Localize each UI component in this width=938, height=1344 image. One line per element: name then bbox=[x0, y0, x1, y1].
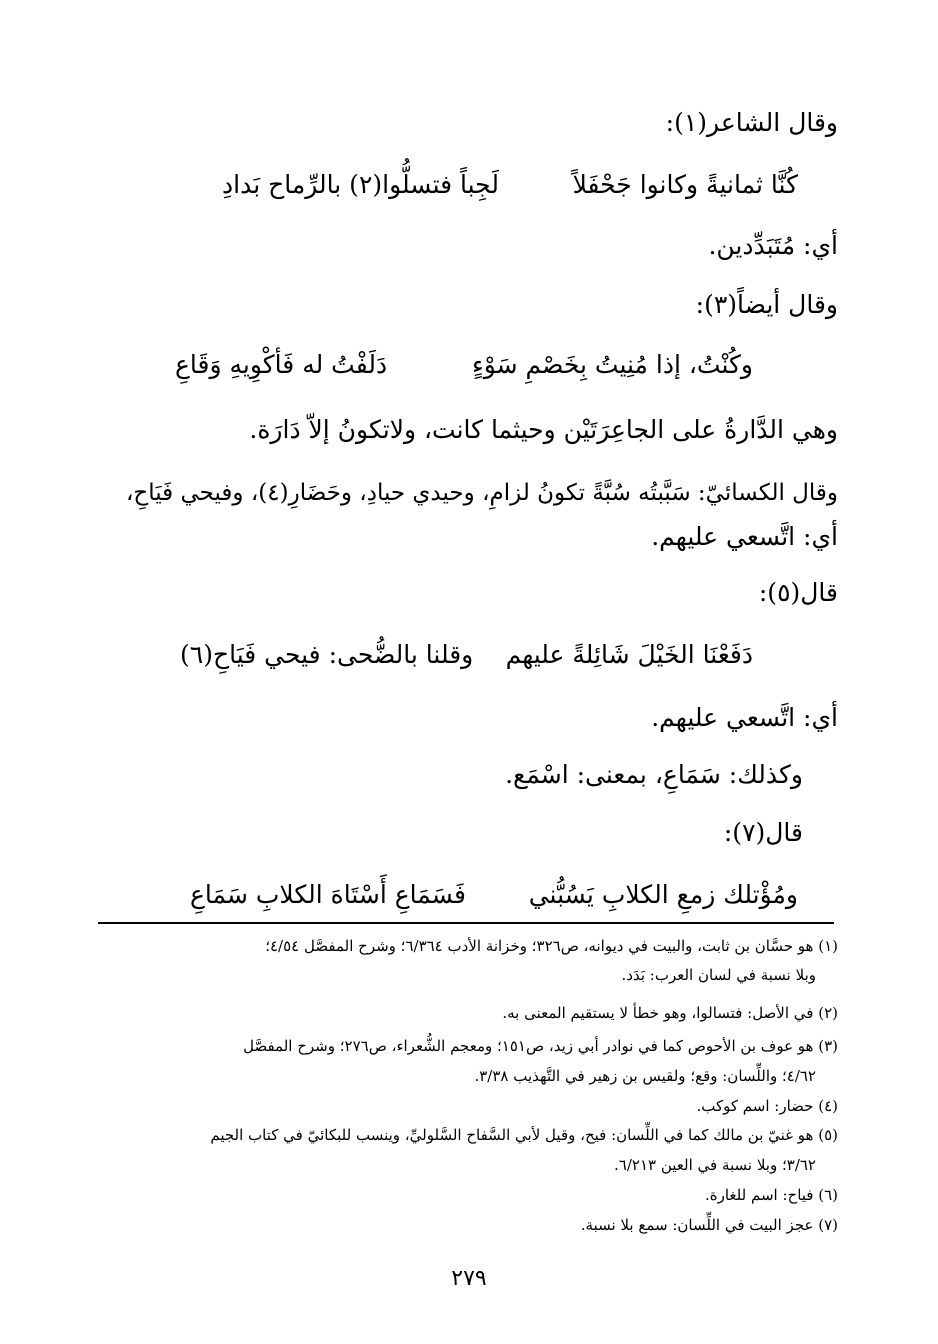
footnote-4: (٤) حضار: اسم كوكب. bbox=[696, 1097, 838, 1115]
verse-2-first-hemistich: وكُنْتُ، إذا مُنِيتُ بِخَصْمِ سَوْءٍ bbox=[471, 350, 753, 379]
poem-intro-2: وقال أيضاً(٣): bbox=[695, 290, 838, 319]
verse-4-second-hemistich: فَسَمَاعِ أَسْتَاهَ الكلابِ سَمَاعِ bbox=[190, 880, 466, 909]
footnote-5-line-2: ٣/٦٢؛ وبلا نسبة في العين ٦/٢١٣. bbox=[614, 1156, 816, 1174]
verse-1-first-hemistich: كُنَّا ثمانيةً وكانوا جَحْفَلاً bbox=[572, 170, 798, 199]
footnote-5-line-1: (٥) هو غنيّ بن مالك كما في اللِّسان: فيح، وقيل لأبي السَّفاح السَّلوليِّ، وينسب للبكائيّ في كتاب الجيم bbox=[210, 1126, 838, 1144]
footnote-7: (٧) عجز البيت في اللِّسان: سمع بلا نسبة. bbox=[580, 1216, 838, 1234]
footnote-1-line-2: وبلا نسبة في لسان العرب: بَدَد. bbox=[621, 966, 816, 984]
verse-3-second-hemistich: وقلنا بالضُّحى: فيحي فَيَاحِ(٦) bbox=[180, 640, 474, 669]
verse-3-first-hemistich: دَفَعْنَا الخَيْلَ شَائِلةً عليهم bbox=[505, 640, 753, 669]
footnote-separator bbox=[98, 922, 834, 924]
poem-intro-1: وقال الشاعر(١): bbox=[665, 108, 838, 137]
page-number: ٢٧٩ bbox=[451, 1266, 487, 1291]
footnote-3-line-1: (٣) هو عوف بن الأحوص كما في نوادر أبي زيد، ص١٥١؛ ومعجم الشُّعراء، ص٢٧٦؛ وشرح المفصَّل bbox=[243, 1037, 838, 1055]
footnote-2: (٢) في الأصل: فتسالوا، وهو خطأ لا يستقيم المعنى به. bbox=[502, 1004, 838, 1022]
verse-2-second-hemistich: دَلَفْتُ له فَأكْوِيهِ وَقَاعِ bbox=[175, 350, 388, 379]
gloss-2: أي: اتَّسعي عليهم. bbox=[651, 522, 838, 551]
verse-1-second-hemistich: لَجِباً فتسلُّوا(٢) بالرِّماح بَدادِ bbox=[222, 170, 499, 199]
poem-intro-3: قال(٥): bbox=[758, 578, 838, 607]
poem-intro-4: قال(٧): bbox=[723, 818, 803, 847]
paragraph-kadhalik: وكذلك: سَمَاعِ، بمعنى: اسْمَع. bbox=[505, 760, 803, 789]
gloss-1: أي: مُتَبَدِّدين. bbox=[708, 231, 838, 260]
verse-4-first-hemistich: ومُؤْتلك زمعِ الكلابِ يَسُبُّني bbox=[528, 880, 798, 909]
footnote-1-line-1: (١) هو حسَّان بن ثابت، والبيت في ديوانه، ص٣٢٦؛ وخزانة الأدب ٦/٣٦٤؛ وشرح المفصَّل ٤/٥٤؛ bbox=[265, 937, 838, 955]
footnote-6: (٦) فياح: اسم للغارة. bbox=[704, 1186, 838, 1204]
footnote-3-line-2: ٤/٦٢؛ واللِّسان: وقع؛ ولقيس بن زهير في التَّهذيب ٣/٣٨. bbox=[474, 1067, 816, 1085]
gloss-3: أي: اتَّسعي عليهم. bbox=[651, 703, 838, 732]
paragraph-dara: وهي الدَّارةُ على الجاعِرَتَيْن وحيثما كانت، ولاتكونُ إلاّ دَارَة. bbox=[249, 415, 838, 444]
paragraph-kisai: وقال الكسائيّ: سَبَّبتُه سُبَّةً تكونُ لزامِ، وحيدي حيادِ، وحَضَارِ(٤)، وفيحي فَيَاحِ، bbox=[125, 480, 838, 506]
